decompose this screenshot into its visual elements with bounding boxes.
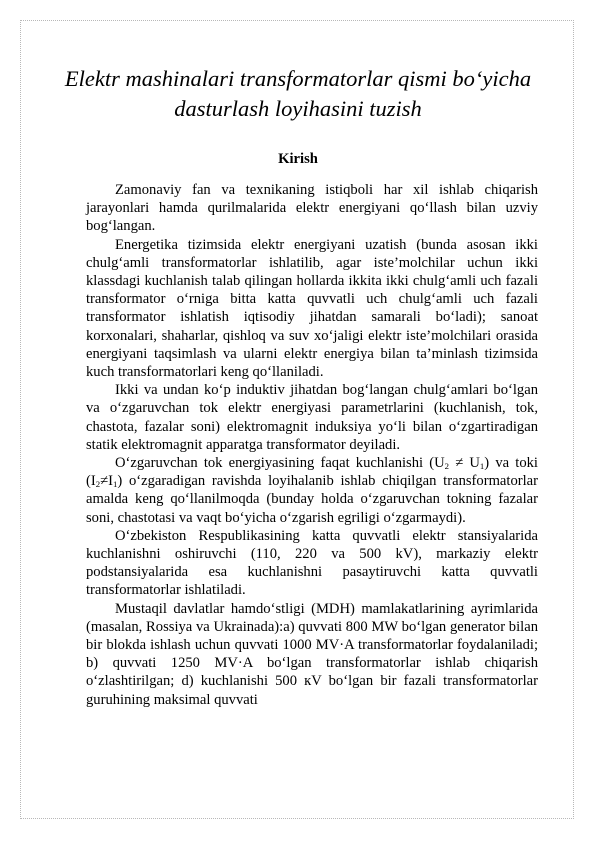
- body-text: [86, 181, 538, 709]
- p4-sub-i2: 2: [95, 479, 101, 489]
- p4-lead: O‘zgaruvchan tok energiyasining faqat kuchlanishi (U: [115, 455, 445, 472]
- paragraph-2: Energetika tizimsida elektr energiyani uzatish (bunda asosan ikki chulg‘amli transformatorlar ishlatilib, agar iste’molchilar uchun ikki klassdagi kuchlanish talab qilingan hollarda ikkita ikki chulg‘amli uch fazali transformator o‘rniga bitta katta quvvatli uch chulg‘amli uch fazali transformator ishlatish iqtisodiy jihatdan samarali bo‘ladi); sanoat korxonalari, shaharlar, qishloq va suv xo‘jaligi elektr iste’molchilari orasida energiyani taqsimlash va ularni elektr energiya bilan ta’minlash tizimsida kuch transformatorlari keng qo‘llaniladi.: [86, 236, 538, 381]
- p4-sub-u2: 2: [444, 460, 450, 471]
- p4-sub-u1: 1: [479, 460, 485, 471]
- p4-mid-a: ≠ U: [449, 455, 480, 472]
- document-title: Elektr mashinalari transformatorlar qismi bo‘yicha dasturlash loyihasini tuzish: [64, 66, 532, 121]
- paragraph-4: [86, 454, 538, 527]
- p4-mid-c: ≠I: [100, 473, 113, 490]
- p4-tail: ) o‘zgaradigan ravishda loyihalanib ishlab chiqilgan transformatorlar amalda keng qo‘llanilmoqda (bunday holda o‘zgaruvchan tokning fazalar soni, chastotasi va vaqt bo‘yicha o‘zgarish egriligi o‘zgarmaydi).: [86, 473, 538, 526]
- p4-sub-i1: 1: [112, 479, 118, 489]
- paragraph-6: Mustaqil davlatlar hamdo‘stligi (MDH) mamlakatlarining ayrimlarida (masalan, Rossiya va Ukrainada):a) quvvati 800 MW bo‘lgan generator bilan bir blokda ishlash uchun quvvati 1000 MV·A transformatorlar foydalaniladi; b) quvvati 1250 MV·A bo‘lgan transformatorlar ishlab chiqarish o‘zlashtirilgan; d) kuchlanishi 500 кV bo‘lgan bir fazali transformatorlar guruhining maksimal quvvati: [86, 600, 538, 708]
- paragraph-1: Zamonaviy fan va texnikaning istiqboli har xil ishlab chiqarish jarayonlari hamda qurilmalarida elektr energiyani qo‘llash bilan uzviy bog‘langan.: [86, 182, 538, 235]
- section-heading: Kirish: [278, 151, 318, 167]
- p4-mid-b: ) va toki (I: [86, 455, 538, 490]
- paragraph-5: O‘zbekiston Respublikasining katta quvvatli elektr stansiyalarida kuchlanishni oshiruvchi (110, 220 va 500 kV), markaziy elektr podstansiyalarida esa kuchlanishni pasaytiruvchi katta quvvatli transformatorlar ishlatiladi.: [86, 527, 538, 599]
- paragraph-3: Ikki va undan ko‘p induktiv jihatdan bog‘langan chulg‘amlari bo‘lgan va o‘zgaruvchan tok elektr energiyasi parametrlarini (kuchlanish, tok, chastota, fazalar soni) elektromagnit induksiya yo‘li bilan o‘zgartiradigan statik elektromagnit apparatga transformator deyiladi.: [86, 382, 538, 453]
